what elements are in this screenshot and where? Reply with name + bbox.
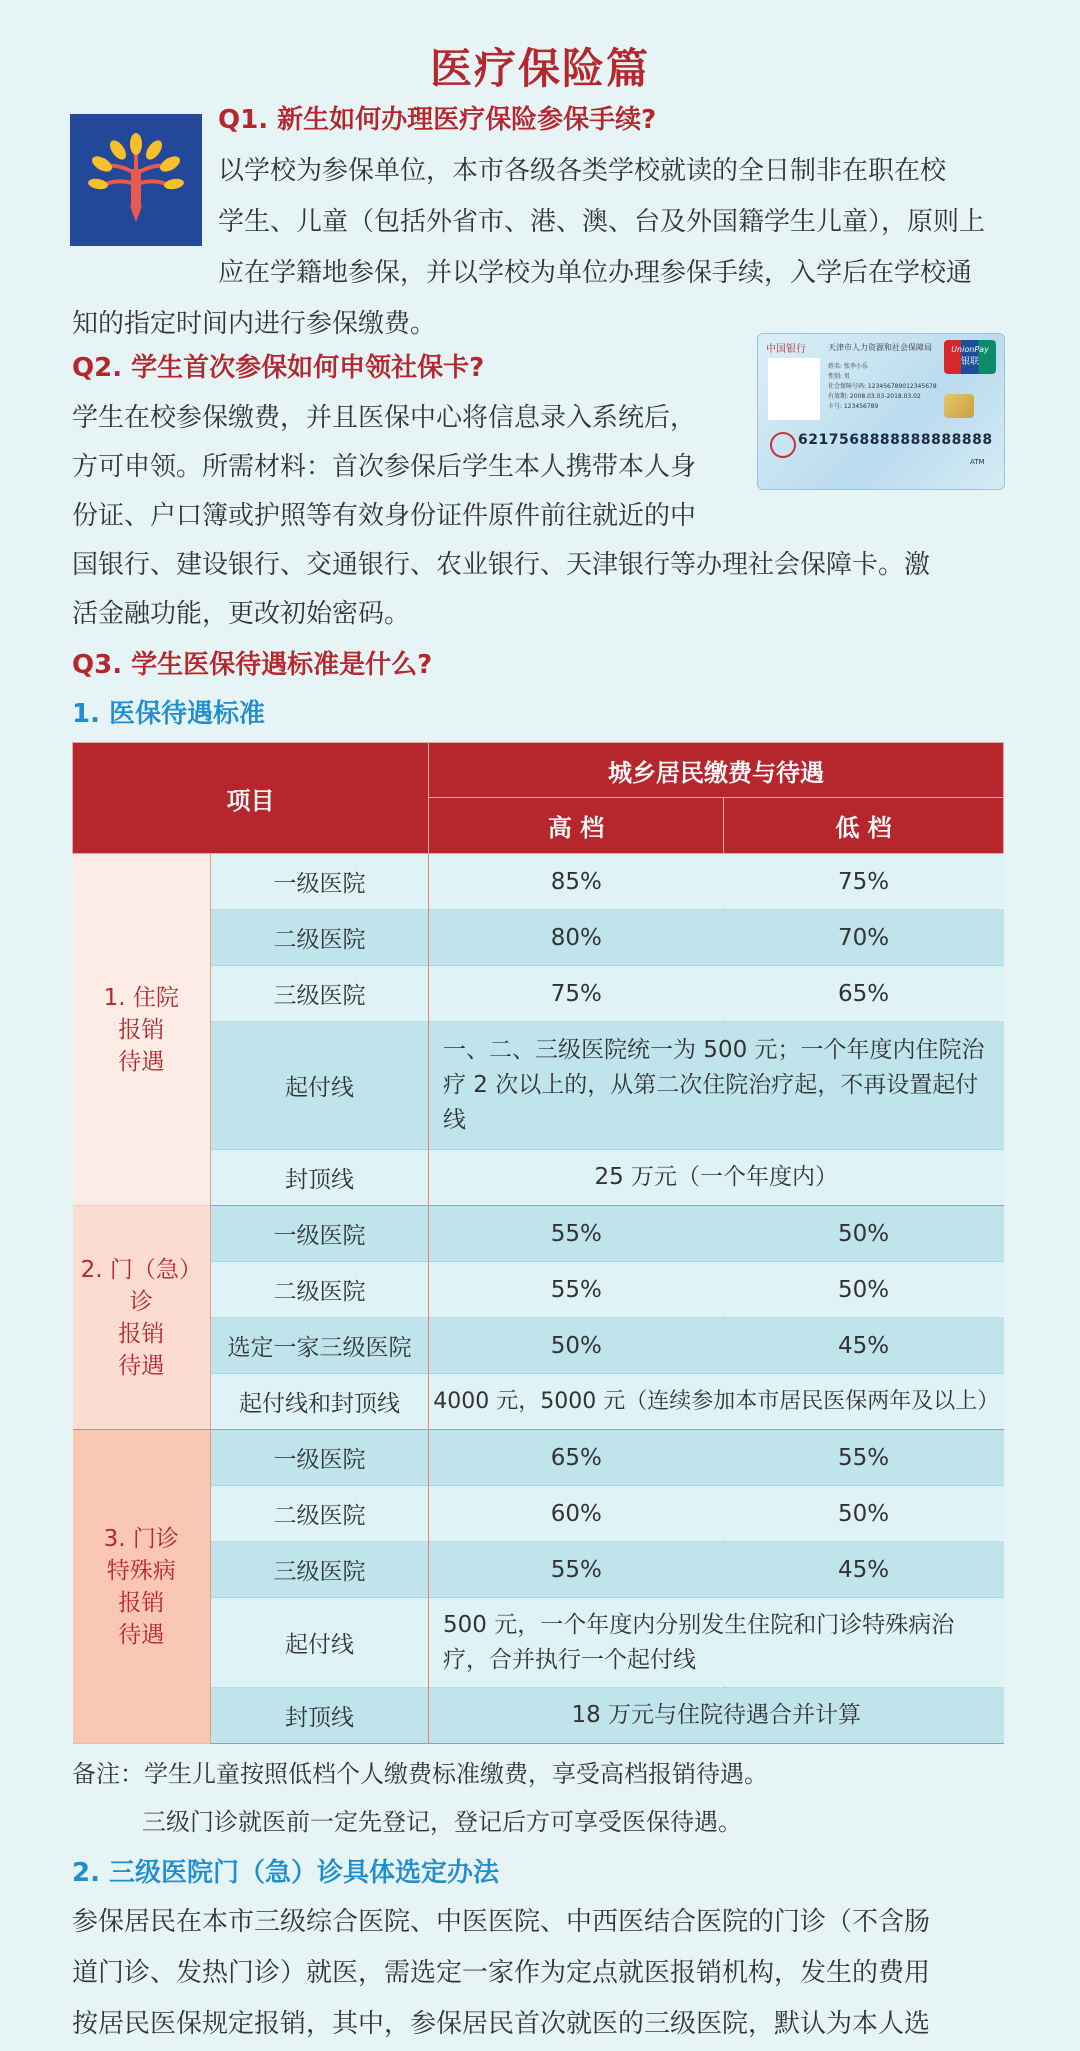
row-item: 二级医院 bbox=[211, 1486, 429, 1542]
table-row bbox=[73, 1022, 1004, 1150]
card-bank: 中国银行 bbox=[766, 344, 806, 355]
para2-line-2: 道门诊、发热门诊）就医，需选定一家作为定点就医报销机构，发生的费用 bbox=[72, 1958, 931, 1988]
row-high: 80% bbox=[429, 910, 724, 966]
card-atm: ATM bbox=[970, 458, 985, 466]
row-item: 一级医院 bbox=[211, 1430, 429, 1486]
header-high: 高 档 bbox=[429, 798, 724, 854]
tree-icon bbox=[70, 114, 202, 246]
row-text: 500 元，一个年度内分别发生住院和门诊特殊病治疗，合并执行一个起付线 bbox=[429, 1598, 1004, 1688]
row-item: 封顶线 bbox=[211, 1688, 429, 1744]
para2-line-3: 按居民医保规定报销，其中，参保居民首次就医的三级医院，默认为本人选 bbox=[72, 2009, 931, 2039]
row-item: 选定一家三级医院 bbox=[211, 1318, 429, 1374]
row-low: 70% bbox=[724, 910, 1004, 966]
q3-question: Q3. 学生医保待遇标准是什么? bbox=[72, 650, 433, 680]
table-row bbox=[73, 1598, 1004, 1688]
q2-line-4: 国银行、建设银行、交通银行、农业银行、天津银行等办理社会保障卡。激 bbox=[72, 550, 931, 580]
q2-line-2: 方可申领。所需材料：首次参保后学生本人携带本人身 bbox=[72, 452, 697, 482]
q1-line-1: 以学校为参保单位，本市各级各类学校就读的全日制非在职在校 bbox=[218, 156, 947, 186]
chip-icon bbox=[944, 394, 974, 418]
row-item: 三级医院 bbox=[211, 1542, 429, 1598]
table-row bbox=[73, 1430, 1004, 1486]
row-high: 55% bbox=[429, 1262, 724, 1318]
q2-line-1: 学生在校参保缴费，并且医保中心将信息录入系统后， bbox=[72, 403, 697, 433]
row-high: 55% bbox=[429, 1206, 724, 1262]
row-item: 二级医院 bbox=[211, 1262, 429, 1318]
row-item: 一级医院 bbox=[211, 854, 429, 910]
q1-question: Q1. 新生如何办理医疗保险参保手续? bbox=[218, 105, 657, 135]
category-outpatient: 2. 门（急）诊 报销 待遇 bbox=[73, 1206, 211, 1430]
card-issuer: 天津市人力资源和社会保障局 bbox=[828, 343, 932, 352]
row-low: 50% bbox=[724, 1262, 1004, 1318]
para2-line-1: 参保居民在本市三级综合医院、中医医院、中西医结合医院的门诊（不含肠 bbox=[72, 1907, 931, 1937]
tree-pencil-logo bbox=[70, 114, 202, 246]
photo-placeholder bbox=[768, 358, 820, 420]
row-item: 封顶线 bbox=[211, 1150, 429, 1206]
row-low: 50% bbox=[724, 1206, 1004, 1262]
row-high: 55% bbox=[429, 1542, 724, 1598]
row-high: 60% bbox=[429, 1486, 724, 1542]
note-2: 三级门诊就医前一定先登记，登记后方可享受医保待遇。 bbox=[142, 1808, 742, 1836]
row-text: 25 万元（一个年度内） bbox=[429, 1150, 1004, 1206]
card-number: 6217568888888888888 bbox=[798, 432, 993, 448]
row-item: 二级医院 bbox=[211, 910, 429, 966]
row-low: 55% bbox=[724, 1430, 1004, 1486]
seal-icon bbox=[770, 432, 796, 458]
table-row bbox=[73, 1262, 1004, 1318]
table-row bbox=[73, 1688, 1004, 1744]
header-low: 低 档 bbox=[724, 798, 1004, 854]
row-low: 45% bbox=[724, 1318, 1004, 1374]
row-high: 85% bbox=[429, 854, 724, 910]
row-item: 起付线 bbox=[211, 1022, 429, 1150]
row-high: 65% bbox=[429, 1430, 724, 1486]
q1-line-3: 应在学籍地参保，并以学校为单位办理参保手续，入学后在学校通 bbox=[218, 258, 973, 288]
row-low: 65% bbox=[724, 966, 1004, 1022]
table-row bbox=[73, 854, 1004, 910]
table-row bbox=[73, 1150, 1004, 1206]
table-row bbox=[73, 1542, 1004, 1598]
category-special-disease: 3. 门诊 特殊病 报销 待遇 bbox=[73, 1430, 211, 1744]
row-high: 50% bbox=[429, 1318, 724, 1374]
table-row bbox=[73, 966, 1004, 1022]
section2-heading: 2. 三级医院门（急）诊具体选定办法 bbox=[72, 1858, 500, 1888]
row-item: 起付线 bbox=[211, 1598, 429, 1688]
card-fields: 姓名: 张李小乐 性别: 男 社会保障号码: 123456789012345678 有效期: 2008.03.03-2018.03.02 卡号: 123456789 bbox=[828, 363, 937, 410]
unionpay-logo: UnionPay 银联 bbox=[944, 340, 996, 374]
q1-line-2: 学生、儿童（包括外省市、港、澳、台及外国籍学生儿童），原则上 bbox=[218, 207, 986, 237]
note-1: 备注：学生儿童按照低档个人缴费标准缴费，享受高档报销待遇。 bbox=[72, 1760, 768, 1788]
row-high: 75% bbox=[429, 966, 724, 1022]
header-item: 项目 bbox=[73, 743, 429, 854]
social-security-card bbox=[757, 333, 1005, 490]
table-row bbox=[73, 1486, 1004, 1542]
table-row bbox=[73, 1318, 1004, 1374]
row-item: 起付线和封顶线 bbox=[211, 1374, 429, 1430]
page-title: 医疗保险篇 bbox=[429, 44, 650, 93]
q1-line-4: 知的指定时间内进行参保缴费。 bbox=[72, 309, 437, 339]
row-text: 4000 元，5000 元（连续参加本市居民医保两年及以上） bbox=[429, 1374, 1004, 1430]
q2-line-3: 份证、户口簿或护照等有效身份证件原件前往就近的中 bbox=[72, 501, 697, 531]
table-row bbox=[73, 1206, 1004, 1262]
category-inpatient: 1. 住院 报销 待遇 bbox=[73, 854, 211, 1206]
header-group: 城乡居民缴费与待遇 bbox=[429, 743, 1004, 798]
row-item: 三级医院 bbox=[211, 966, 429, 1022]
table-row bbox=[73, 910, 1004, 966]
row-text: 18 万元与住院待遇合并计算 bbox=[429, 1688, 1004, 1744]
q2-line-5: 活金融功能，更改初始密码。 bbox=[72, 599, 411, 629]
benefits-table bbox=[72, 742, 1004, 1744]
row-item: 一级医院 bbox=[211, 1206, 429, 1262]
table-row bbox=[73, 1374, 1004, 1430]
row-low: 50% bbox=[724, 1486, 1004, 1542]
row-low: 45% bbox=[724, 1542, 1004, 1598]
section1-heading: 1. 医保待遇标准 bbox=[72, 699, 266, 729]
row-low: 75% bbox=[724, 854, 1004, 910]
q2-question: Q2. 学生首次参保如何申领社保卡? bbox=[72, 353, 485, 383]
row-text: 一、二、三级医院统一为 500 元；一个年度内住院治疗 2 次以上的，从第二次住院治疗起，不再设置起付线 bbox=[429, 1022, 1004, 1150]
